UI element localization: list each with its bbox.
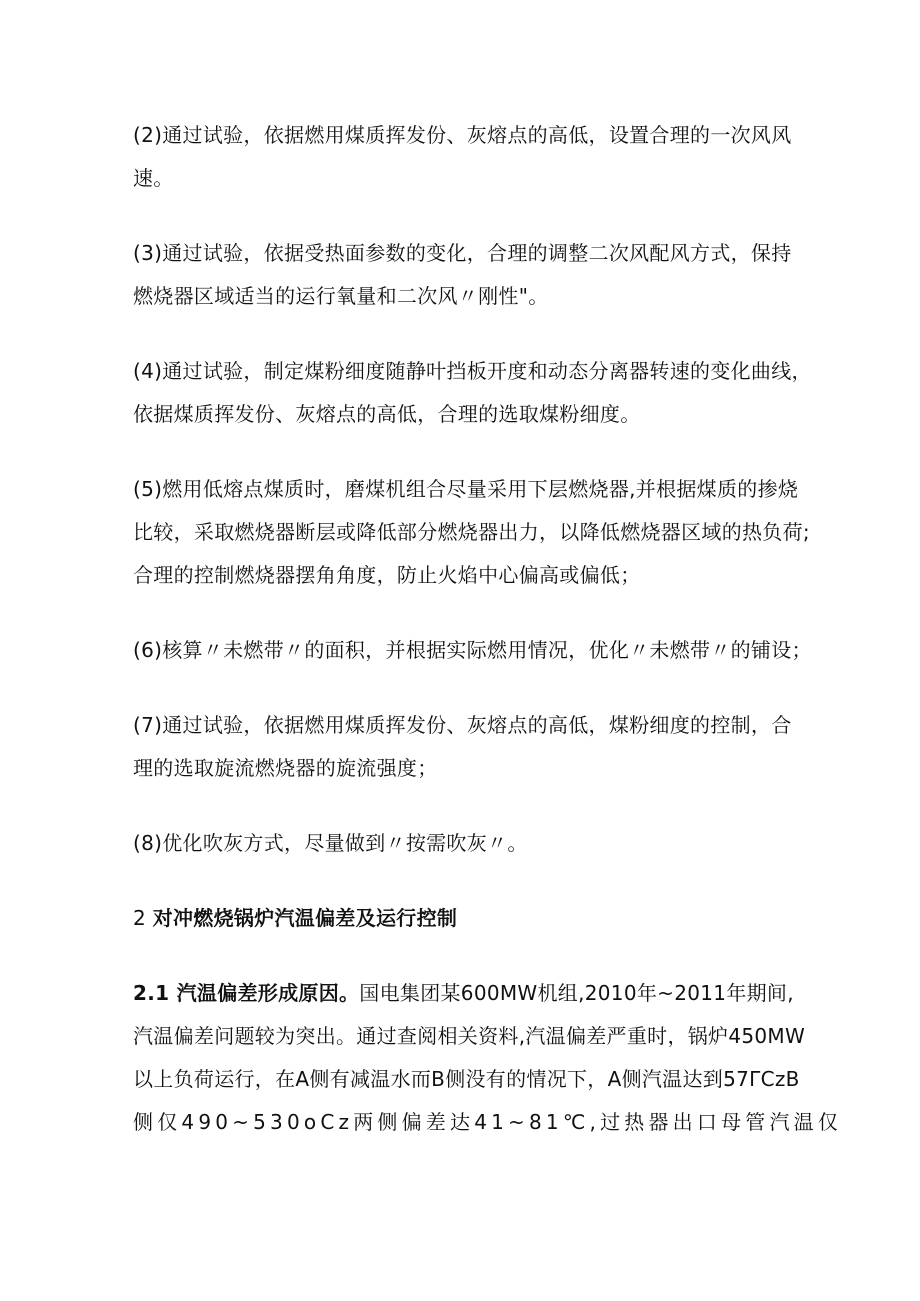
subsection-paragraph bbox=[133, 972, 843, 1144]
text-line: 汽温偏差问题较为突出。通过查阅相关资料,汽温偏差严重时，锅炉450MW bbox=[133, 1024, 806, 1048]
subsection-lead: 2.1 汽温偏差形成原因。 bbox=[133, 981, 360, 1005]
text-line: 侧仅490~530oCz两侧偏差达41~81℃,过热器出口母管汽温仅 bbox=[133, 1110, 843, 1134]
text-line: 燃烧器区域适当的运行氧量和二次风〃刚性"。 bbox=[133, 284, 549, 308]
text-line: (7)通过试验，依据燃用煤质挥发份、灰熔点的高低，煤粉细度的控制，合 bbox=[133, 713, 792, 737]
section-heading bbox=[133, 897, 803, 940]
text-line bbox=[133, 972, 803, 1015]
paragraph-item-4 bbox=[133, 350, 812, 436]
document-content bbox=[133, 114, 843, 1144]
paragraph-item-6 bbox=[133, 629, 812, 672]
paragraph-item-7 bbox=[133, 704, 803, 790]
text-line: 比较，采取燃烧器断层或降低部分燃烧器出力，以降低燃烧器区域的热负荷; bbox=[133, 520, 810, 544]
text-line: 速。 bbox=[133, 166, 174, 190]
paragraph-item-3 bbox=[133, 232, 803, 318]
text-line: (4)通过试验，制定煤粉细度随静叶挡板开度和动态分离器转速的变化曲线， bbox=[133, 359, 812, 383]
text-line: (8)优化吹灰方式，尽量做到〃按需吹灰〃。 bbox=[133, 831, 528, 855]
text-line: (6)核算〃未燃带〃的面积，并根据实际燃用情况，优化〃未燃带〃的铺设； bbox=[133, 638, 812, 662]
paragraph-item-5 bbox=[133, 468, 810, 597]
paragraph-item-8 bbox=[133, 822, 803, 865]
text-line: 理的选取旋流燃烧器的旋流强度； bbox=[133, 756, 438, 780]
text-line: (2)通过试验，依据燃用煤质挥发份、灰熔点的高低，设置合理的一次风风 bbox=[133, 123, 792, 147]
text-line: 依据煤质挥发份、灰熔点的高低，合理的选取煤粉细度。 bbox=[133, 402, 641, 426]
paragraph-item-2 bbox=[133, 114, 803, 200]
subsection-first-line: 国电集团某600MW机组,2010年~2011年期间, bbox=[359, 981, 794, 1005]
text-line: (3)通过试验，依据受热面参数的变化，合理的调整二次风配风方式，保持 bbox=[133, 241, 792, 265]
text-line: (5)燃用低熔点煤质时，磨煤机组合尽量采用下层燃烧器,并根据煤质的掺烧 bbox=[133, 477, 799, 501]
section-title: 对冲燃烧锅炉汽温偏差及运行控制 bbox=[152, 906, 458, 930]
section-number: 2 bbox=[133, 906, 147, 930]
text-line: 以上负荷运行，在A侧有减温水而B侧没有的情况下，A侧汽温达到57ΓCzB bbox=[133, 1067, 800, 1091]
text-line: 合理的控制燃烧器摆角角度，防止火焰中心偏高或偏低； bbox=[133, 563, 641, 587]
